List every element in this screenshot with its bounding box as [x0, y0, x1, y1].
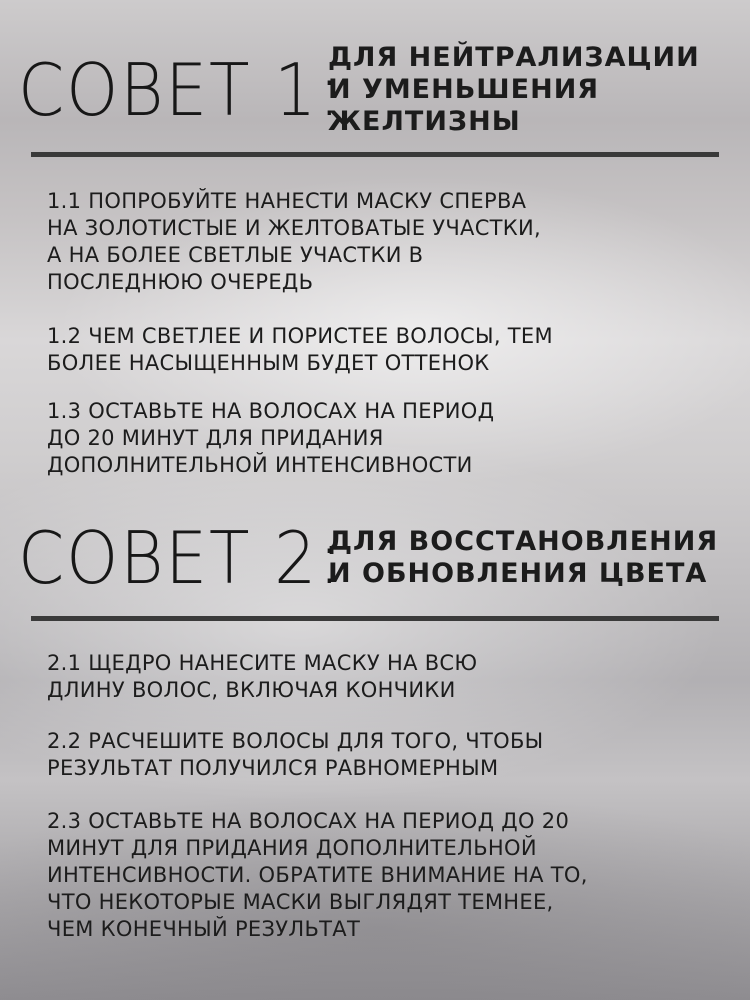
tip-line: МИНУТ ДЛЯ ПРИДАНИЯ ДОПОЛНИТЕЛЬНОЙ	[47, 836, 537, 860]
tip-line: 1.3 ОСТАВЬТЕ НА ВОЛОСАХ НА ПЕРИОД	[47, 399, 495, 423]
tip-line: ЧЕМ КОНЕЧНЫЙ РЕЗУЛЬТАТ	[47, 917, 361, 941]
section1-subtitle-line: ДЛЯ НЕЙТРАЛИЗАЦИИ	[328, 42, 700, 73]
tip-line: ДО 20 МИНУТ ДЛЯ ПРИДАНИЯ	[47, 426, 384, 450]
tip-1-3	[47, 398, 727, 479]
tip-line: РЕЗУЛЬТАТ ПОЛУЧИЛСЯ РАВНОМЕРНЫМ	[47, 756, 499, 780]
section2-heading	[18, 516, 719, 600]
tip-line: 1.2 ЧЕМ СВЕТЛЕЕ И ПОРИСТЕЕ ВОЛОСЫ, ТЕМ	[47, 324, 553, 348]
section2-subtitle	[328, 526, 718, 590]
section2-subtitle-line: ДЛЯ ВОССТАНОВЛЕНИЯ	[328, 526, 719, 557]
tip-line: 2.1 ЩЕДРО НАНЕСИТЕ МАСКУ НА ВСЮ	[47, 651, 478, 675]
section1-divider	[31, 152, 719, 157]
tip-line: ПОСЛЕДНЮЮ ОЧЕРЕДЬ	[47, 270, 314, 294]
tip-line: ИНТЕНСИВНОСТИ. ОБРАТИТЕ ВНИМАНИЕ НА ТО,	[47, 863, 588, 887]
tip-line: 2.2 РАСЧЕШИТЕ ВОЛОСЫ ДЛЯ ТОГО, ЧТОБЫ	[47, 729, 544, 753]
tip-2-1	[47, 650, 727, 704]
tip-1-2	[47, 323, 727, 377]
tip-line: ДЛИНУ ВОЛОС, ВКЛЮЧАЯ КОНЧИКИ	[47, 678, 456, 702]
tip-2-3	[47, 808, 727, 943]
tip-line: НА ЗОЛОТИСТЫЕ И ЖЕЛТОВАТЫЕ УЧАСТКИ,	[47, 216, 541, 240]
tip-line: 1.1 ПОПРОБУЙТЕ НАНЕСТИ МАСКУ СПЕРВА	[47, 189, 527, 213]
tip-line: ЧТО НЕКОТОРЫЕ МАСКИ ВЫГЛЯДЯТ ТЕМНЕЕ,	[47, 890, 554, 914]
section1-title: СОВЕТ 1:	[18, 48, 343, 132]
tip-2-2	[47, 728, 727, 782]
section1-heading	[18, 42, 700, 138]
tip-line: А НА БОЛЕЕ СВЕТЛЫЕ УЧАСТКИ В	[47, 243, 424, 267]
tip-1-1	[47, 188, 727, 296]
section1-subtitle-line: ЖЕЛТИЗНЫ	[328, 106, 521, 137]
section1-subtitle-line: И УМЕНЬШЕНИЯ	[328, 74, 600, 105]
section2-subtitle-line: И ОБНОВЛЕНИЯ ЦВЕТА	[328, 558, 708, 589]
tip-line: БОЛЕЕ НАСЫЩЕННЫМ БУДЕТ ОТТЕНОК	[47, 351, 490, 375]
tip-line: 2.3 ОСТАВЬТЕ НА ВОЛОСАХ НА ПЕРИОД ДО 20	[47, 809, 570, 833]
section2-divider	[31, 616, 719, 621]
section1-subtitle	[328, 42, 700, 138]
section2-title: СОВЕТ 2:	[18, 516, 343, 600]
tip-line: ДОПОЛНИТЕЛЬНОЙ ИНТЕНСИВНОСТИ	[47, 453, 473, 477]
